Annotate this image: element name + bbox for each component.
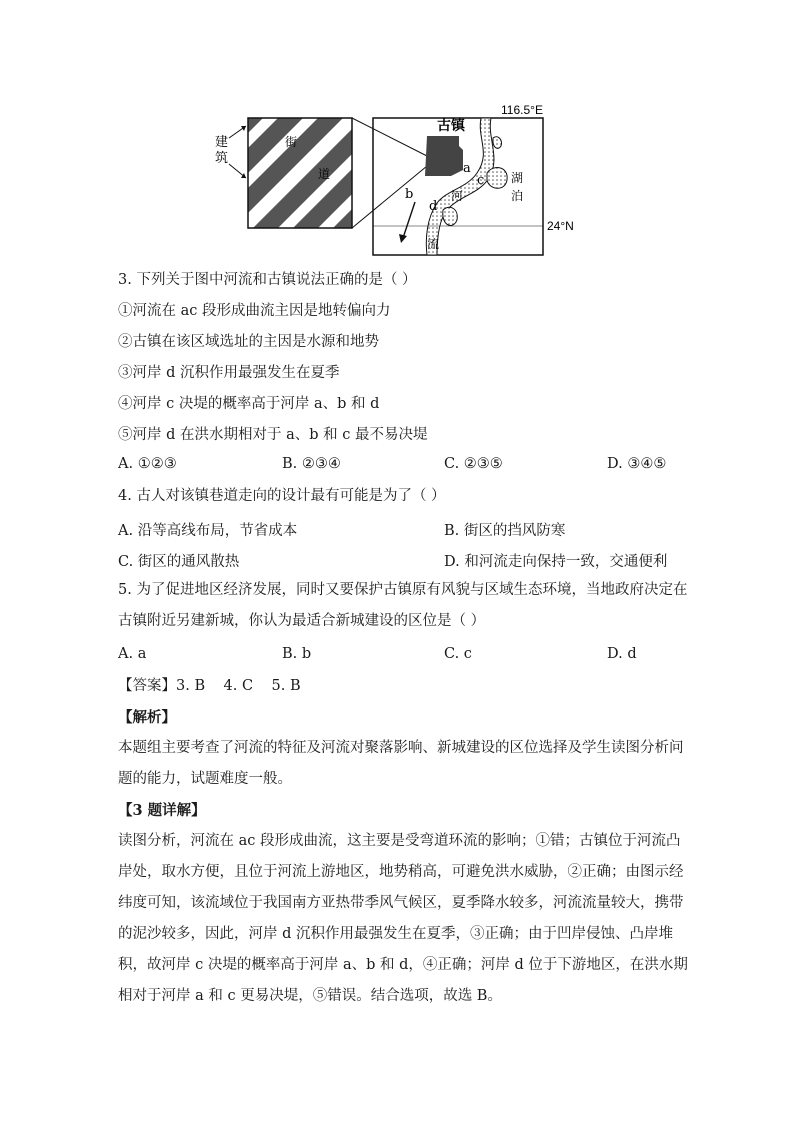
lake-label-2: 泊	[511, 189, 524, 203]
q5-stem: 5. 为了促进地区经济发展，同时又要保护古镇原有风貌与区域生态环境，当地政府决定在古镇附近另建新城，你认为最适合新城建设的区位是（ ）	[118, 582, 688, 629]
longitude-label: 116.5°E	[501, 103, 543, 117]
q5-option-c[interactable]: C. c	[444, 646, 472, 662]
street-pattern	[248, 118, 352, 228]
street-label-1: 街	[285, 135, 298, 149]
answer-line: 【答案】3. B 4. C 5. B	[118, 678, 301, 694]
town-block	[425, 136, 463, 176]
analysis-text: 本题组主要考查了河流的特征及河流对聚落影响、新城建设的区位选择及学生读图分析问题的能力，试题难度一般。	[118, 740, 684, 787]
river-label-2: 流	[427, 237, 440, 251]
q3-statement-4: ④河岸 c 决堤的概率高于河岸 a、b 和 d	[118, 396, 380, 412]
q3-option-b[interactable]: B. ②③④	[282, 456, 341, 472]
q3-statement-2: ②古镇在该区域选址的主因是水源和地势	[118, 334, 379, 350]
arrow-head	[241, 173, 246, 178]
lake-label-1: 湖	[511, 171, 524, 185]
q4-option-c[interactable]: C. 街区的通风散热	[118, 554, 240, 570]
lake	[487, 168, 507, 189]
q4-option-b[interactable]: B. 街区的挡风防寒	[444, 523, 566, 539]
point-b: b	[405, 187, 414, 202]
q3-statement-3: ③河岸 d 沉积作用最强发生在夏季	[118, 365, 340, 381]
point-d: d	[429, 199, 438, 214]
q4-option-a[interactable]: A. 沿等高线布局，节省成本	[118, 523, 298, 539]
q4-stem: 4. 古人对该镇巷道走向的设计最有可能是为了（ ）	[118, 488, 446, 504]
detail-text: 读图分析，河流在 ac 段形成曲流，这主要是受弯道环流的影响；①错；古镇位于河流凸岸处，取水方便，且位于河流上游地区，地势稍高，可避免洪水威胁，②正确；由图示经纬度可知，该流域位于我国南方亚热带季风气候区，夏季降水较多，河流流量较大，携带的泥沙较多，因此，河岸 d 沉积作用最强发生在夏季，③正确；由于凹岸侵蚀、凸岸堆积，故河岸 c 决堤的概率高于河岸 a、b 和 d，④正确；河岸 d 位于下游地区，在洪水期相对于河岸 a 和 c 更易决堤，⑤错误。结合选项，故选 B。	[118, 833, 688, 1004]
q5-option-b[interactable]: B. b	[282, 646, 312, 662]
small-lake	[493, 137, 502, 149]
q3-stem: 3. 下列关于图中河流和古镇说法正确的是（ ）	[118, 272, 417, 288]
latitude-label: 24°N	[547, 219, 574, 233]
building-label-2: 筑	[215, 151, 229, 166]
building-label-1: 建	[215, 135, 229, 150]
town-label: 古镇	[437, 118, 465, 134]
q5-option-d[interactable]: D. d	[607, 646, 637, 662]
island	[443, 207, 457, 225]
q3-statement-1: ①河流在 ac 段形成曲流主因是地转偏向力	[118, 303, 391, 319]
point-a: a	[463, 161, 471, 176]
q3-option-a[interactable]: A. ①②③	[118, 456, 177, 472]
map-figure	[215, 98, 585, 256]
point-c: c	[477, 173, 485, 188]
q5-option-a[interactable]: A. a	[118, 646, 147, 662]
analysis-heading: 【解析】	[118, 709, 176, 726]
detail-heading: 【3 题详解】	[118, 802, 206, 819]
map-diagram	[215, 98, 585, 256]
q3-option-d[interactable]: D. ③④⑤	[607, 456, 667, 472]
q4-option-d[interactable]: D. 和河流走向保持一致，交通便利	[444, 554, 668, 570]
street-label-2: 道	[318, 167, 331, 181]
q3-statement-5: ⑤河岸 d 在洪水期相对于 a、b 和 c 最不易决堤	[118, 427, 428, 443]
river-label-1: 河	[451, 189, 464, 203]
q3-option-c[interactable]: C. ②③⑤	[444, 456, 503, 472]
